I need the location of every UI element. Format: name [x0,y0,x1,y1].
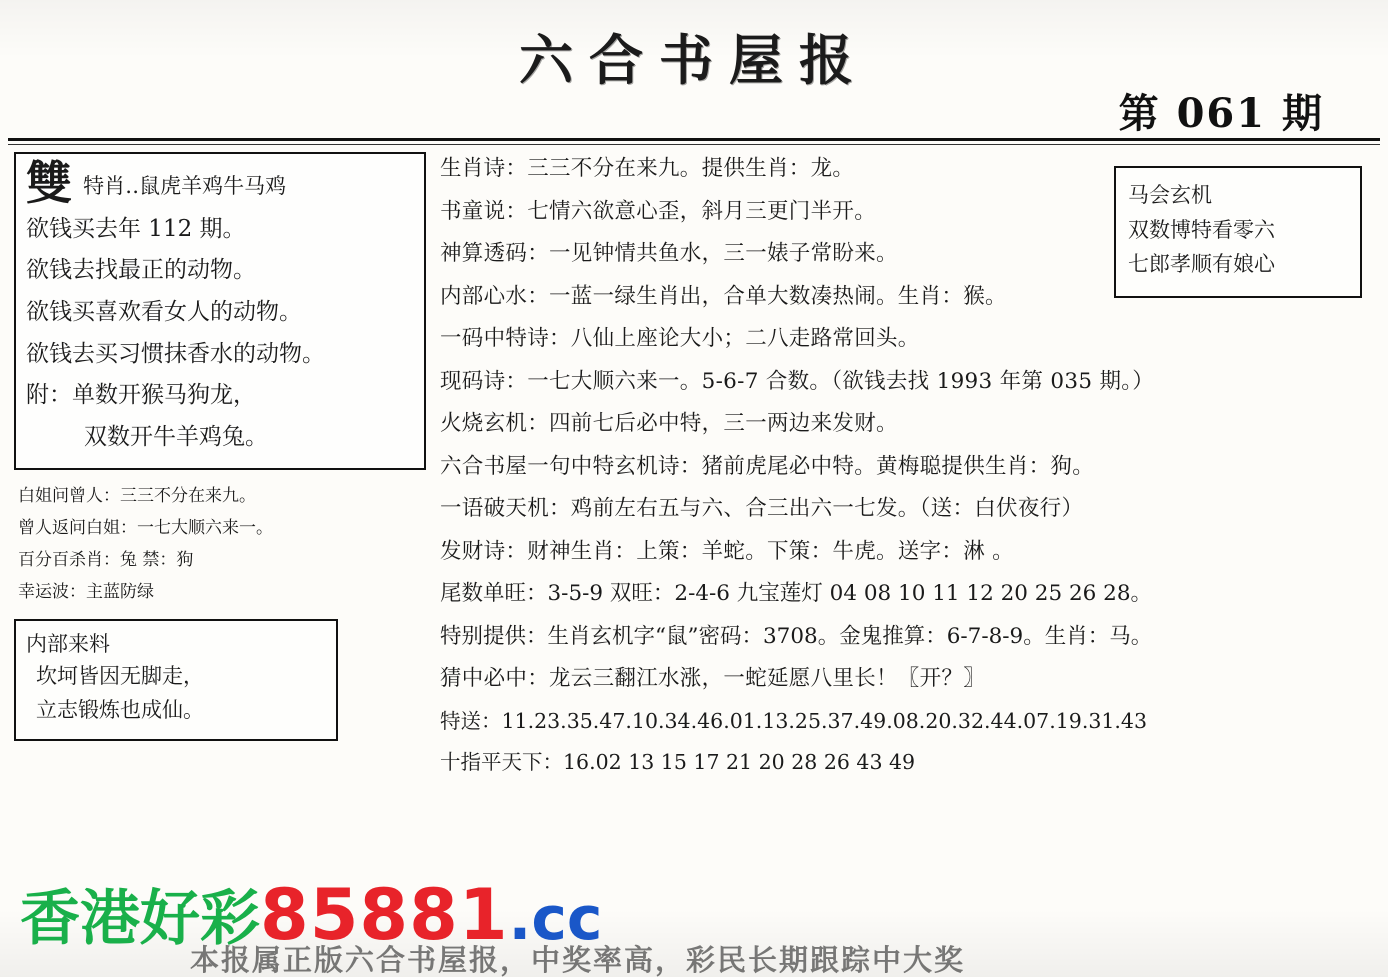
page-title: 六合书屋报 [519,29,869,92]
lead-box-line: 欲钱去找最正的动物。 [26,257,256,284]
entry-current-code-poem: 现码诗：一七大顺六来一。5-6-7 合数。（欲钱去找 1993 年第 035 期。） [440,368,1155,394]
internal-info-line: 立志锻炼也成仙。 [36,697,204,722]
header-divider [8,138,1380,141]
entry-fortune-poem: 发财诗：财神生肖：上策：羊蛇。下策：牛虎。送字：淋 。 [440,538,1014,564]
entry-tail-numbers: 尾数单旺：3-5-9 双旺：2-4-6 九宝莲灯 04 08 10 11 12 20 25 26 28。 [440,581,1153,606]
entry-special-offer: 特别提供：生肖玄机字“鼠”密码：3708。金鬼推算：6-7-8-9。生肖：马。 [440,623,1153,649]
lead-box [14,152,426,470]
entry-ten-fingers: 十指平天下：16.02 13 15 17 21 20 28 26 43 49 [440,750,916,774]
left-column [14,152,426,741]
entry-guess-hit: 猜中必中：龙云三翻江水涨，一蛇延愿八里长！〖开？〗 [440,666,986,691]
lead-box-line: 欲钱买去年 112 期。 [26,215,246,242]
lead-box-line: 欲钱买喜欢看女人的动物。 [26,298,302,325]
header-divider-thin [8,144,1380,145]
entry-book-boy: 书童说：七情六欲意心歪，斜月三更门半开。 [440,198,877,224]
watermark-number: 85881 [260,874,509,956]
horse-club-line: 马会玄机 [1128,183,1212,207]
entry-bookhouse-phrase: 六合书屋一句中特玄机诗：猪前虎尾必中特。黄梅聪提供生肖：狗。 [440,453,1095,479]
issue-number: 第 061 期 [1118,90,1324,137]
entry-single-code-poem: 一码中特诗：八仙上座论大小；二八走路常回头。 [440,326,920,351]
footer-slogan: 本报属正版六合书屋报，中奖率高，彩民长期跟踪中大奖 [190,943,966,977]
watermark-text-cn: 香港好彩 [20,884,260,954]
left-small-line: 白姐问曾人：三三不分在来九。 [18,485,256,506]
lead-text: 特肖‥鼠虎羊鸡牛马鸡 [83,174,287,198]
horse-club-line: 七郎孝顺有娘心 [1128,252,1275,277]
entry-heaven-secret: 一语破天机：鸡前左右五与六、合三出六一七发。（送：白伏夜行） [440,496,1084,521]
entry-zodiac-poem: 生肖诗：三三不分在来九。提供生肖：龙。 [440,156,855,181]
left-small-line: 百分百杀肖：兔 禁：狗 [18,550,194,571]
big-character: 雙 [26,156,72,210]
entry-special-send: 特送：11.23.35.47.10.34.46.01.13.25.37.49.08.20.32.44.07.19.31.43 [440,708,1148,733]
lead-box-line: 双数开牛羊鸡兔。 [84,423,268,450]
internal-info-line: 坎坷皆因无脚走， [36,664,204,689]
entry-divine-code: 神算透码：一见钟情共鱼水，三一婊子常盼来。 [440,241,898,266]
lead-box-line: 欲钱去买习惯抹香水的动物。 [26,340,325,367]
left-small-line: 幸运波：主蓝防绿 [18,582,154,603]
left-small-block [14,480,426,609]
watermark-suffix: .cc [508,884,603,954]
horse-club-box [1114,166,1362,298]
lead-box-line: 附：单数开猴马狗龙， [26,382,256,409]
horse-club-line: 双数博特看零六 [1128,217,1275,242]
entry-inner-tip: 内部心水：一蓝一绿生肖出，合单大数凑热闹。生肖：猴。 [440,283,1007,309]
lead-row [26,156,414,210]
left-small-line: 曾人返问白姐：一七大顺六来一。 [18,517,273,538]
internal-info-box [14,619,338,742]
internal-info-title: 内部来料 [26,631,110,656]
entry-fire-mystery: 火烧玄机：四前七后必中特，三一两边来发财。 [440,411,898,436]
